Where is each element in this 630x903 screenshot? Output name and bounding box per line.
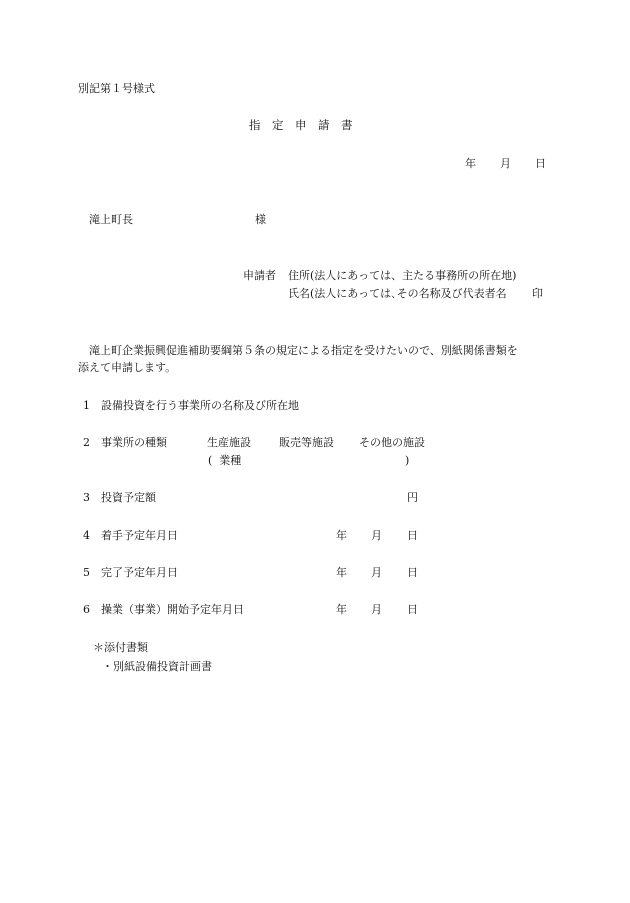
- addressee-name: 滝上町長: [89, 213, 133, 226]
- yen-unit: 円: [407, 491, 418, 504]
- date-year: 年: [336, 603, 347, 616]
- date-year: 年: [336, 566, 347, 579]
- date-month: 月: [371, 529, 382, 542]
- item-number: 1: [83, 399, 90, 412]
- document-title: 指 定 申 請 書: [249, 118, 353, 132]
- item-label: 着手予定年月日: [101, 529, 178, 542]
- date-day: 日: [407, 529, 418, 542]
- item-label: 操業（事業）開始予定年月日: [101, 603, 244, 616]
- option-sales-facility: 販売等施設: [279, 436, 334, 449]
- applicant-name: 氏名(法人にあっては､その名称及び代表者名: [288, 287, 507, 300]
- date-year: 年: [465, 157, 476, 170]
- attachment-item: ・別紙設備投資計画書: [102, 660, 212, 673]
- item-number: 5: [83, 566, 90, 579]
- item-label: 投資予定額: [101, 491, 156, 504]
- body-line-2: 添えて申請します。: [78, 361, 177, 374]
- applicant-seal: 印: [532, 287, 543, 300]
- item-number: 3: [83, 491, 90, 504]
- item-number: 4: [83, 529, 90, 542]
- date-month: 月: [371, 566, 382, 579]
- date-day: 日: [535, 157, 546, 170]
- item-number: 6: [83, 603, 90, 616]
- item-label: 事業所の種類: [101, 436, 167, 449]
- attachments-heading: ＊添付書類: [93, 641, 148, 654]
- option-production-facility: 生産施設: [207, 436, 251, 449]
- industry-close: ): [405, 454, 410, 467]
- form-number: 別記第１号様式: [78, 82, 155, 95]
- option-other-facility: その他の施設: [359, 436, 425, 449]
- item-label: 完了予定年月日: [101, 566, 178, 579]
- body-line-1: 滝上町企業振興促進補助要綱第５条の規定による指定を受けたいので、別紙関係書類を: [89, 344, 518, 357]
- date-day: 日: [407, 603, 418, 616]
- applicant-address: 住所(法人にあっては、主たる事務所の所在地): [288, 269, 517, 282]
- industry-open: ( 業種: [208, 454, 242, 467]
- item-number: 2: [83, 436, 90, 449]
- date-day: 日: [407, 566, 418, 579]
- date-year: 年: [336, 529, 347, 542]
- applicant-label: 申請者: [243, 269, 276, 282]
- date-month: 月: [371, 603, 382, 616]
- addressee-honorific: 様: [255, 213, 266, 226]
- date-month: 月: [500, 157, 511, 170]
- item-label: 設備投資を行う事業所の名称及び所在地: [101, 399, 299, 412]
